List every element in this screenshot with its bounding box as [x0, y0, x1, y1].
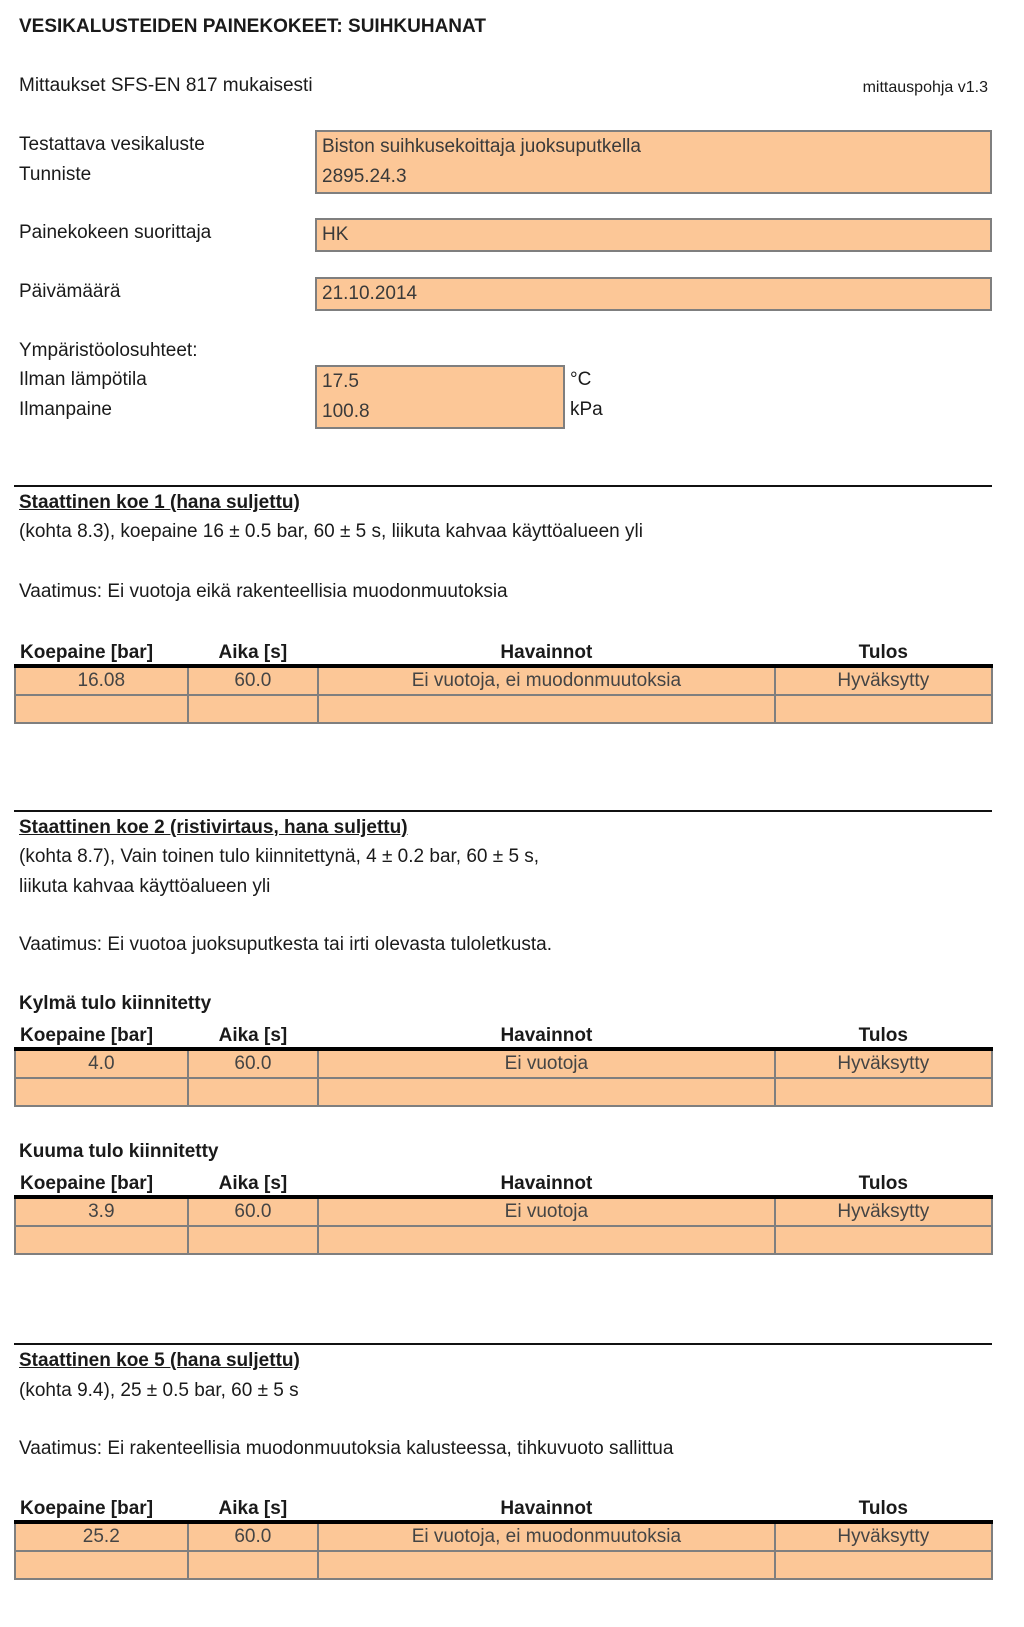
time-cell[interactable]: 60.0	[188, 1197, 319, 1226]
observation-cell[interactable]	[318, 695, 774, 723]
result-cell[interactable]	[775, 1226, 992, 1254]
test1-requirement: Vaatimus: Ei vuotoja eikä rakenteellisia muodonmuutoksia	[19, 581, 508, 602]
pressure-cell[interactable]: 16.08	[15, 666, 188, 695]
result-cell[interactable]: Hyväksytty	[775, 666, 992, 695]
time-cell[interactable]	[188, 1226, 319, 1254]
column-header-observations: Havainnot	[318, 1019, 774, 1049]
result-cell[interactable]: Hyväksytty	[775, 1197, 992, 1226]
column-header-time: Aika [s]	[188, 1019, 319, 1049]
fixture-label: Testattava vesikaluste	[19, 134, 205, 155]
result-cell[interactable]: Hyväksytty	[775, 1049, 992, 1078]
table-row	[15, 1551, 992, 1579]
column-header-result: Tulos	[775, 1492, 992, 1522]
table-row	[15, 1522, 992, 1551]
section-divider	[14, 1343, 992, 1345]
column-header-time: Aika [s]	[188, 1492, 319, 1522]
environment-label: Ympäristöolosuhteet:	[19, 340, 198, 361]
result-cell[interactable]	[775, 1551, 992, 1579]
pressure-cell[interactable]	[15, 1226, 188, 1254]
pressure-cell[interactable]	[15, 695, 188, 723]
result-cell[interactable]: Hyväksytty	[775, 1522, 992, 1551]
result-cell[interactable]	[775, 695, 992, 723]
standard-subtitle: Mittaukset SFS-EN 817 mukaisesti	[19, 75, 313, 96]
observation-cell[interactable]: Ei vuotoja	[318, 1049, 774, 1078]
fixture-field[interactable]: Biston suihkusekoittaja juoksuputkella	[322, 136, 641, 157]
test5-requirement: Vaatimus: Ei rakenteellisia muodonmuutoksia kalusteessa, tihkuvuoto sallittua	[19, 1438, 674, 1459]
result-cell[interactable]	[775, 1078, 992, 1106]
fixture-id-fields	[315, 130, 992, 194]
observation-cell[interactable]: Ei vuotoja, ei muodonmuutoksia	[318, 1522, 774, 1551]
time-cell[interactable]	[188, 695, 319, 723]
column-header-pressure: Koepaine [bar]	[15, 1492, 188, 1522]
observation-cell[interactable]: Ei vuotoja, ei muodonmuutoksia	[318, 666, 774, 695]
pressure-cell[interactable]: 4.0	[15, 1049, 188, 1078]
id-label: Tunniste	[19, 164, 92, 185]
table-row	[15, 1078, 992, 1106]
id-field[interactable]: 2895.24.3	[322, 166, 407, 187]
time-cell[interactable]: 60.0	[188, 1522, 319, 1551]
test2-requirement: Vaatimus: Ei vuotoa juoksuputkesta tai irti olevasta tuloletkusta.	[19, 934, 552, 955]
date-field-box	[315, 277, 992, 311]
temperature-unit: °C	[570, 369, 592, 390]
test2-hot-table	[14, 1167, 993, 1255]
time-cell[interactable]: 60.0	[188, 1049, 319, 1078]
column-header-time: Aika [s]	[188, 1167, 319, 1197]
test1-table	[14, 636, 993, 724]
test2-description-line1: (kohta 8.7), Vain toinen tulo kiinnitettynä, 4 ± 0.2 bar, 60 ± 5 s,	[19, 846, 540, 867]
table-row	[15, 1226, 992, 1254]
page-title: VESIKALUSTEIDEN PAINEKOKEET: SUIHKUHANAT	[19, 16, 486, 37]
column-header-result: Tulos	[775, 1167, 992, 1197]
test2-title: Staattinen koe 2 (ristivirtaus, hana suljettu)	[19, 817, 408, 838]
air-pressure-field[interactable]: 100.8	[322, 401, 370, 422]
column-header-observations: Havainnot	[318, 1167, 774, 1197]
column-header-pressure: Koepaine [bar]	[15, 1167, 188, 1197]
time-cell[interactable]	[188, 1078, 319, 1106]
date-label: Päivämäärä	[19, 281, 121, 302]
temperature-field[interactable]: 17.5	[322, 371, 359, 392]
test2-description-line2: liikuta kahvaa käyttöalueen yli	[19, 876, 271, 897]
column-header-observations: Havainnot	[318, 1492, 774, 1522]
section-divider	[14, 485, 992, 487]
test1-description: (kohta 8.3), koepaine 16 ± 0.5 bar, 60 ± 5 s, liikuta kahvaa käyttöalueen yli	[19, 521, 643, 542]
pressure-cell[interactable]	[15, 1078, 188, 1106]
performer-field[interactable]: HK	[322, 224, 349, 245]
column-header-result: Tulos	[775, 636, 992, 666]
table-row	[15, 1049, 992, 1078]
performer-label: Painekokeen suorittaja	[19, 222, 212, 243]
pressure-cell[interactable]: 3.9	[15, 1197, 188, 1226]
time-cell[interactable]	[188, 1551, 319, 1579]
temperature-label: Ilman lämpötila	[19, 369, 147, 390]
section-divider	[14, 810, 992, 812]
pressure-cell[interactable]: 25.2	[15, 1522, 188, 1551]
observation-cell[interactable]: Ei vuotoja	[318, 1197, 774, 1226]
test5-table	[14, 1492, 993, 1580]
table-row	[15, 666, 992, 695]
observation-cell[interactable]	[318, 1226, 774, 1254]
column-header-result: Tulos	[775, 1019, 992, 1049]
pressure-label: Ilmanpaine	[19, 399, 112, 420]
column-header-pressure: Koepaine [bar]	[15, 1019, 188, 1049]
column-header-time: Aika [s]	[188, 636, 319, 666]
performer-field-box	[315, 218, 992, 252]
observation-cell[interactable]	[318, 1551, 774, 1579]
observation-cell[interactable]	[318, 1078, 774, 1106]
test1-title: Staattinen koe 1 (hana suljettu)	[19, 492, 300, 513]
table-row	[15, 1197, 992, 1226]
time-cell[interactable]: 60.0	[188, 666, 319, 695]
pressure-cell[interactable]	[15, 1551, 188, 1579]
hot-inlet-label: Kuuma tulo kiinnitetty	[19, 1141, 219, 1162]
date-field[interactable]: 21.10.2014	[322, 283, 418, 304]
environment-fields	[315, 365, 565, 429]
test2-cold-table	[14, 1019, 993, 1107]
pressure-unit: kPa	[570, 399, 603, 420]
test5-title: Staattinen koe 5 (hana suljettu)	[19, 1350, 300, 1371]
table-row	[15, 695, 992, 723]
template-version: mittauspohja v1.3	[862, 79, 988, 96]
cold-inlet-label: Kylmä tulo kiinnitetty	[19, 993, 212, 1014]
test5-description: (kohta 9.4), 25 ± 0.5 bar, 60 ± 5 s	[19, 1380, 299, 1401]
column-header-observations: Havainnot	[318, 636, 774, 666]
column-header-pressure: Koepaine [bar]	[15, 636, 188, 666]
